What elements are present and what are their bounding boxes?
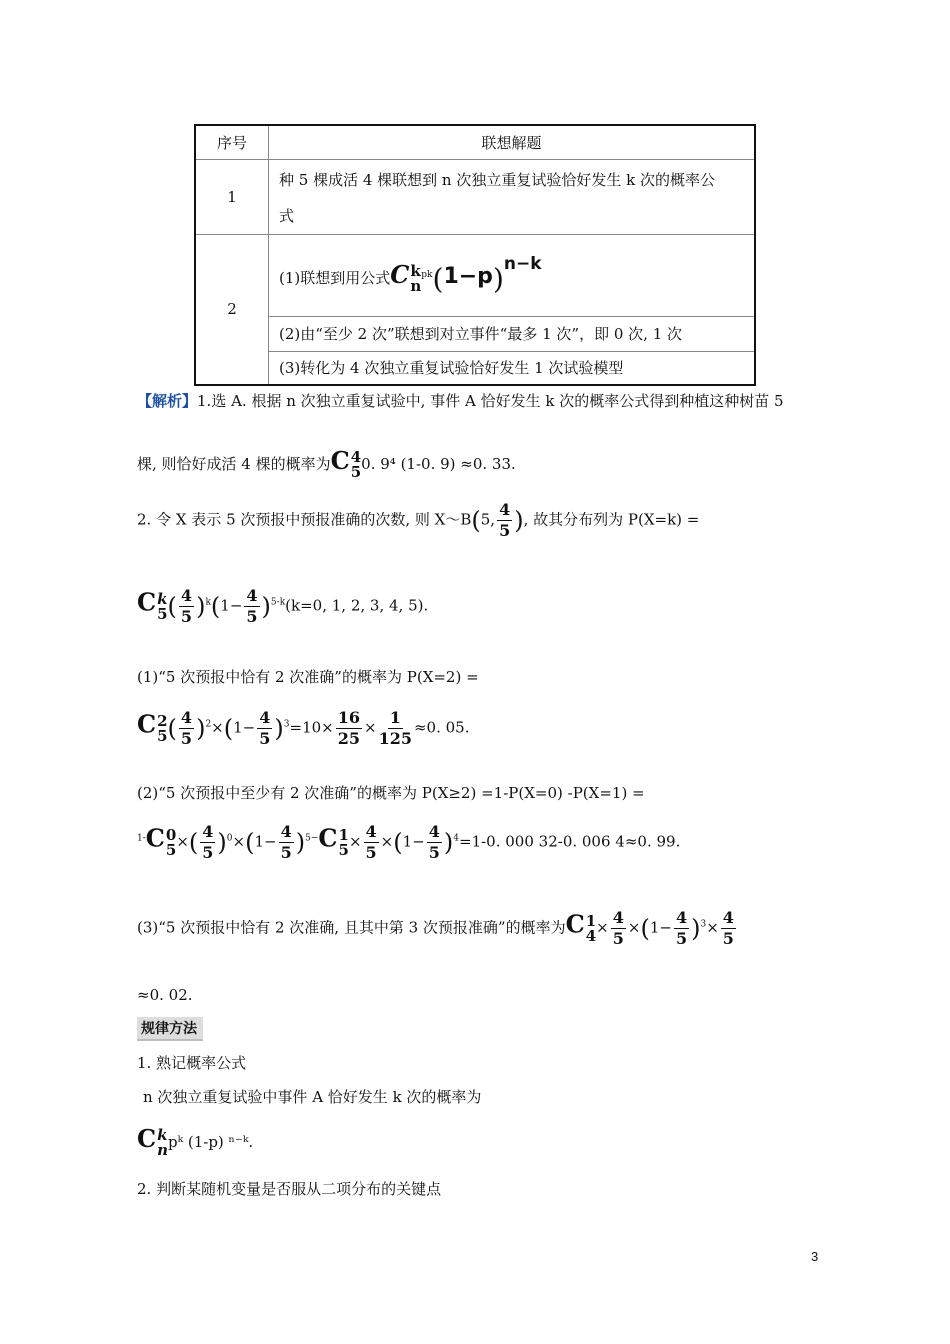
analysis-p2-tail: (k=0, 1, 2, 3, 4, 5). xyxy=(285,596,429,615)
method-item1-text: n 次独立重复试验中事件 A 恰好发生 k 次的概率为 xyxy=(143,1088,482,1106)
header-association: 联想解题 xyxy=(269,125,756,159)
table-row xyxy=(195,316,755,351)
method-item2-title: 2. 判断某随机变量是否服从二项分布的关键点 xyxy=(137,1180,442,1198)
table-row xyxy=(195,351,755,385)
table-row xyxy=(195,159,755,234)
table-row xyxy=(195,234,755,316)
analysis-q3-line: (3)“5 次预报中恰有 2 次准确, 且其中第 3 次预报准确”的概率为C 1 4 × $\frac{4}{5}$ ×(1− $\frac{4}{5}$ )$^3$× $\frac{4}{5}$ xyxy=(137,908,734,948)
row2-item2: (2)由“至少 2 次”联想到对立事件“最多 1 次”，即 0 次, 1 次 xyxy=(269,316,756,351)
analysis-p1-line2: 棵, 则恰好成活 4 棵的概率为C 4 5 0. 9⁴ (1-0. 9) ≈0. 33. xyxy=(137,446,516,481)
row2-item1: (1)联想到用公式C k n $^{pk}$(1−p)n−k xyxy=(269,234,756,316)
row2-item3: (3)转化为 4 次独立重复试验恰好发生 1 次试验模型 xyxy=(269,351,756,385)
analysis-q2-tail: =1-0. 000 32-0. 006 4≈0. 99. xyxy=(459,832,681,851)
header-number: 序号 xyxy=(195,125,269,159)
analysis-q2-formula: $^{1-}$C 0 5 ×( $\frac{4}{5}$ )$^0$×(1− $\frac{4}{5}$ )$^{5-}$C 1 5 × $\frac{4}{5}$ ×(1− $\frac{4}{5}$ )$^4$=1-0. 000 32-0. 006 4≈0. 99. xyxy=(137,822,681,862)
row1-text-b: 式 xyxy=(279,206,295,225)
analysis-p2-formula: C k 5 ( $\frac{4}{5}$ )$^k$(1− $\frac{4}{5}$ )$^{5-k}$(k=0, 1, 2, 3, 4, 5). xyxy=(137,586,429,626)
association-table xyxy=(194,124,756,386)
method-formula-tail: pᵏ (1-p) ⁿ⁻ᵏ. xyxy=(168,1133,254,1151)
method-item1-formula: C k n pᵏ (1-p) ⁿ⁻ᵏ. xyxy=(137,1124,254,1159)
analysis-q3-text: (3)“5 次预报中恰有 2 次准确, 且其中第 3 次预报准确”的概率为 xyxy=(137,918,566,937)
analysis-q2-text: (2)“5 次预报中至少有 2 次准确”的概率为 P(X≥2) =1-P(X=0) -P(X=1) = xyxy=(137,784,645,802)
page-number: 3 xyxy=(811,1249,819,1264)
analysis-q1-tail: ≈0. 05. xyxy=(413,718,470,737)
method-tag: 规律方法 xyxy=(137,1017,203,1041)
row-text xyxy=(269,159,756,234)
analysis-q3-tail: ≈0. 02. xyxy=(137,986,193,1004)
analysis-p2-prefix: 2. 令 X 表示 5 次预报中预报准确的次数, 则 X～B xyxy=(137,510,472,529)
analysis-p2-suffix: , 故其分布列为 P(X=k) = xyxy=(523,510,700,529)
analysis-q1-text: (1)“5 次预报中恰有 2 次准确”的概率为 P(X=2) = xyxy=(137,668,479,686)
row2-item1-prefix: (1)联想到用公式 xyxy=(279,269,391,288)
analysis-q1-formula: C 2 5 ( $\frac{4}{5}$ )$^2$×(1− $\frac{4}{5}$ )$^3$=10× $\frac{16}{25}$ × $\frac{1}{125}$ ≈0. 05. xyxy=(137,708,470,748)
analysis-p2-line1: 2. 令 X 表示 5 次预报中预报准确的次数, 则 X～B(5, $\frac{4}{5}$ ), 故其分布列为 P(X=k) = xyxy=(137,500,700,540)
method-section-tag xyxy=(137,1017,203,1041)
table-header-row xyxy=(195,125,755,159)
row-number: 1 xyxy=(195,159,269,234)
analysis-tag: 【解析】 xyxy=(137,392,198,410)
analysis-p1-prefix: 棵, 则恰好成活 4 棵的概率为 xyxy=(137,455,331,473)
method-item1-title: 1. 熟记概率公式 xyxy=(137,1054,247,1072)
analysis-p1-text: 1.选 A. 根据 n 次独立重复试验中, 事件 A 恰好发生 k 次的概率公式得到种植这种树苗 5 xyxy=(197,392,784,410)
row-number: 2 xyxy=(195,234,269,385)
analysis-p1-line1 xyxy=(137,390,784,411)
row1-text-a: 种 5 棵成活 4 棵联想到 n 次独立重复试验恰好发生 k 次的概率公 xyxy=(279,170,715,189)
analysis-p1-suffix: 0. 9⁴ (1-0. 9) ≈0. 33. xyxy=(361,455,516,473)
